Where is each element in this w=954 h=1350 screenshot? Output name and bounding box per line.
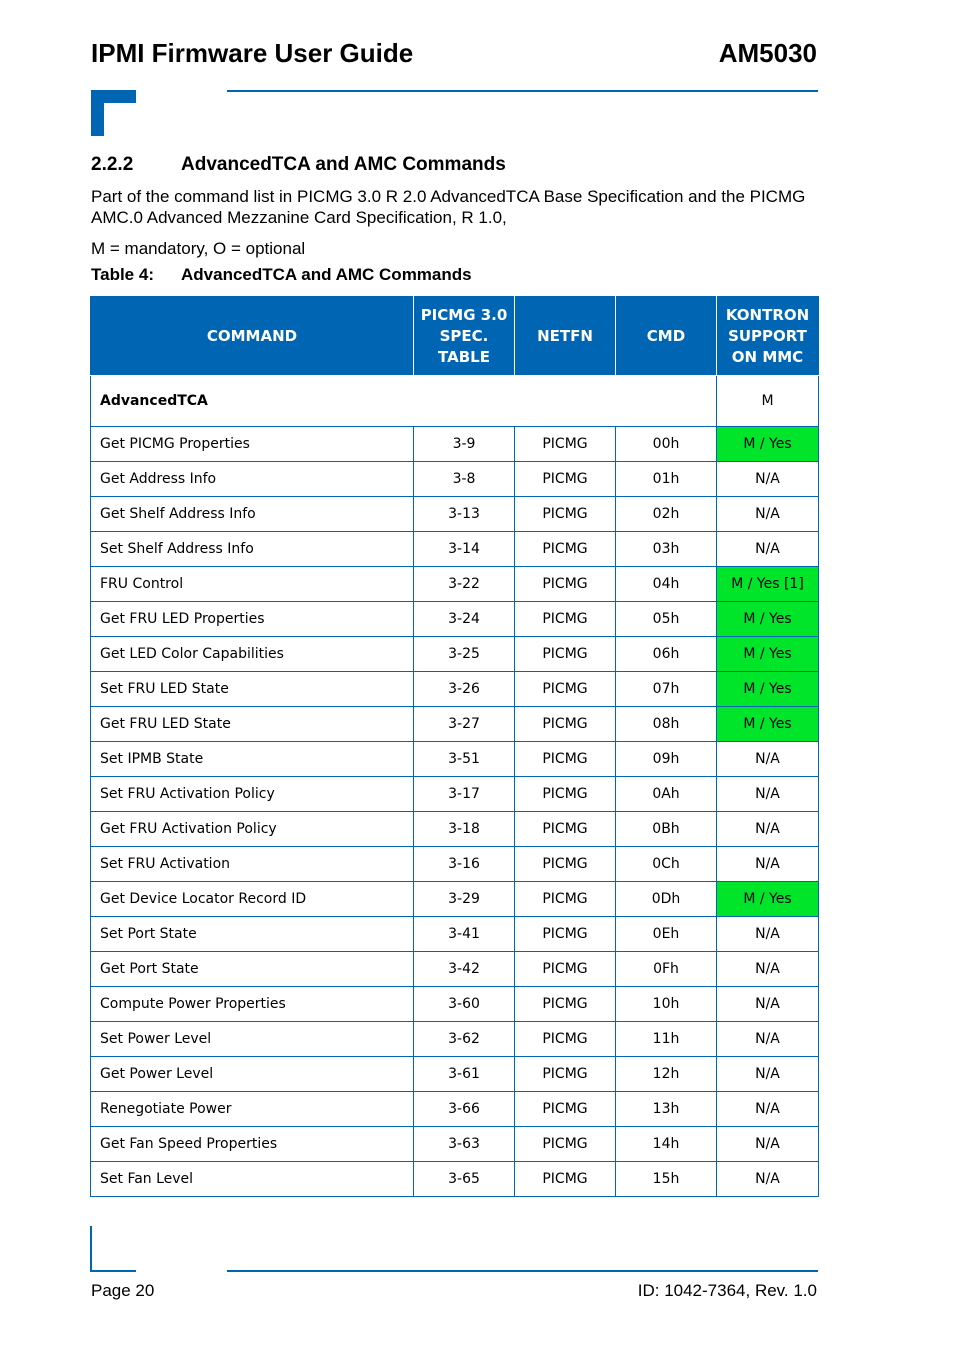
table-row [91, 847, 819, 882]
cell-netfn: PICMG [515, 742, 616, 777]
corner-mark-top [91, 90, 136, 136]
cell-spec-table: 3-13 [414, 497, 515, 532]
cell-netfn: PICMG [515, 1162, 616, 1197]
table-row [91, 882, 819, 917]
product-name: AM5030 [718, 38, 817, 68]
legend-paragraph: M = mandatory, O = optional [91, 239, 306, 258]
cell-cmd: 08h [616, 707, 717, 742]
table-row [91, 1127, 819, 1162]
cell-command: Get Port State [91, 952, 414, 987]
cell-spec-table: 3-27 [414, 707, 515, 742]
table-row [91, 497, 819, 532]
cell-cmd: 0Dh [616, 882, 717, 917]
cell-netfn: PICMG [515, 987, 616, 1022]
cell-spec-table: 3-66 [414, 1092, 515, 1127]
cell-cmd: 0Ch [616, 847, 717, 882]
cell-netfn: PICMG [515, 1057, 616, 1092]
group-name: AdvancedTCA [91, 376, 717, 427]
table-header-row [91, 297, 819, 376]
table-row [91, 637, 819, 672]
column-header-command: COMMAND [91, 297, 414, 376]
table-row [91, 987, 819, 1022]
document-title: IPMI Firmware User Guide [91, 38, 414, 68]
cell-spec-table: 3-51 [414, 742, 515, 777]
cell-spec-table: 3-42 [414, 952, 515, 987]
cell-cmd: 10h [616, 987, 717, 1022]
column-header-spec-table: PICMG 3.0 SPEC. TABLE [414, 297, 515, 376]
cell-netfn: PICMG [515, 1022, 616, 1057]
cell-cmd: 11h [616, 1022, 717, 1057]
cell-cmd: 05h [616, 602, 717, 637]
cell-command: Get Shelf Address Info [91, 497, 414, 532]
cell-spec-table: 3-62 [414, 1022, 515, 1057]
cell-support: N/A [717, 987, 819, 1022]
cell-support: N/A [717, 497, 819, 532]
cell-cmd: 0Eh [616, 917, 717, 952]
group-row-advancedtca [91, 376, 819, 427]
column-header-support: KONTRON SUPPORT ON MMC [717, 297, 819, 376]
cell-spec-table: 3-65 [414, 1162, 515, 1197]
page-number: Page 20 [91, 1281, 155, 1300]
cell-spec-table: 3-18 [414, 812, 515, 847]
section-heading [91, 154, 506, 176]
cell-netfn: PICMG [515, 672, 616, 707]
cell-cmd: 07h [616, 672, 717, 707]
cell-command: Set FRU LED State [91, 672, 414, 707]
cell-netfn: PICMG [515, 1092, 616, 1127]
cell-support: N/A [717, 777, 819, 812]
table-row [91, 1022, 819, 1057]
cell-cmd: 01h [616, 462, 717, 497]
table-row [91, 1162, 819, 1197]
cell-support: M / Yes [717, 707, 819, 742]
header-rule [227, 90, 818, 92]
table-row [91, 812, 819, 847]
footer-rule [227, 1270, 818, 1272]
table-row [91, 427, 819, 462]
column-header-cmd: CMD [616, 297, 717, 376]
table-row [91, 672, 819, 707]
cell-command: Set Power Level [91, 1022, 414, 1057]
cell-netfn: PICMG [515, 602, 616, 637]
cell-spec-table: 3-8 [414, 462, 515, 497]
cell-netfn: PICMG [515, 532, 616, 567]
cell-command: Compute Power Properties [91, 987, 414, 1022]
cell-support: N/A [717, 847, 819, 882]
cell-support: N/A [717, 1162, 819, 1197]
cell-support: M / Yes [717, 427, 819, 462]
cell-support: M / Yes [1] [717, 567, 819, 602]
cell-support: M / Yes [717, 637, 819, 672]
cell-command: Get PICMG Properties [91, 427, 414, 462]
cell-spec-table: 3-26 [414, 672, 515, 707]
cell-cmd: 06h [616, 637, 717, 672]
cell-netfn: PICMG [515, 707, 616, 742]
cell-cmd: 14h [616, 1127, 717, 1162]
cell-support: N/A [717, 1057, 819, 1092]
table-row [91, 567, 819, 602]
section-number: 2.2.2 [91, 154, 134, 175]
cell-spec-table: 3-29 [414, 882, 515, 917]
cell-cmd: 02h [616, 497, 717, 532]
cell-support: N/A [717, 1127, 819, 1162]
cell-command: Get FRU LED Properties [91, 602, 414, 637]
cell-spec-table: 3-14 [414, 532, 515, 567]
table-row [91, 707, 819, 742]
cell-command: Get Power Level [91, 1057, 414, 1092]
cell-spec-table: 3-16 [414, 847, 515, 882]
cell-command: Set FRU Activation Policy [91, 777, 414, 812]
section-title: AdvancedTCA and AMC Commands [181, 154, 506, 175]
cell-support: M / Yes [717, 882, 819, 917]
table-caption-title: AdvancedTCA and AMC Commands [181, 265, 472, 284]
cell-cmd: 0Ah [616, 777, 717, 812]
cell-command: Get FRU Activation Policy [91, 812, 414, 847]
table-row [91, 602, 819, 637]
cell-netfn: PICMG [515, 637, 616, 672]
cell-netfn: PICMG [515, 777, 616, 812]
table-row [91, 462, 819, 497]
cell-support: N/A [717, 952, 819, 987]
table-row [91, 1057, 819, 1092]
cell-cmd: 15h [616, 1162, 717, 1197]
cell-cmd: 0Fh [616, 952, 717, 987]
cell-spec-table: 3-9 [414, 427, 515, 462]
cell-command: Get FRU LED State [91, 707, 414, 742]
cell-support: M / Yes [717, 602, 819, 637]
cell-cmd: 13h [616, 1092, 717, 1127]
cell-command: Get Device Locator Record ID [91, 882, 414, 917]
cell-spec-table: 3-17 [414, 777, 515, 812]
cell-command: FRU Control [91, 567, 414, 602]
cell-cmd: 0Bh [616, 812, 717, 847]
table-caption [91, 265, 472, 285]
cell-support: M / Yes [717, 672, 819, 707]
cell-command: Get Fan Speed Properties [91, 1127, 414, 1162]
cell-spec-table: 3-61 [414, 1057, 515, 1092]
cell-cmd: 00h [616, 427, 717, 462]
cell-netfn: PICMG [515, 952, 616, 987]
cell-command: Get LED Color Capabilities [91, 637, 414, 672]
cell-netfn: PICMG [515, 812, 616, 847]
table-row [91, 532, 819, 567]
cell-support: N/A [717, 917, 819, 952]
table-row [91, 917, 819, 952]
cell-support: N/A [717, 1022, 819, 1057]
cell-netfn: PICMG [515, 882, 616, 917]
intro-paragraph: Part of the command list in PICMG 3.0 R 2.0 AdvancedTCA Base Specification and the PICMG AMC.0 Advanced Mezzanine Card Specification, R 1.0, [91, 187, 806, 227]
column-header-netfn: NETFN [515, 297, 616, 376]
cell-command: Set FRU Activation [91, 847, 414, 882]
cell-netfn: PICMG [515, 1127, 616, 1162]
table-caption-number: Table 4: [91, 265, 154, 284]
cell-command: Set Shelf Address Info [91, 532, 414, 567]
document-id: ID: 1042-7364, Rev. 1.0 [637, 1281, 817, 1300]
cell-support: N/A [717, 462, 819, 497]
cell-spec-table: 3-24 [414, 602, 515, 637]
cell-support: N/A [717, 742, 819, 777]
cell-netfn: PICMG [515, 567, 616, 602]
commands-table [90, 296, 819, 1197]
cell-netfn: PICMG [515, 427, 616, 462]
cell-command: Set IPMB State [91, 742, 414, 777]
cell-netfn: PICMG [515, 497, 616, 532]
cell-netfn: PICMG [515, 917, 616, 952]
table-row [91, 777, 819, 812]
cell-netfn: PICMG [515, 462, 616, 497]
cell-cmd: 04h [616, 567, 717, 602]
cell-netfn: PICMG [515, 847, 616, 882]
cell-spec-table: 3-41 [414, 917, 515, 952]
cell-cmd: 12h [616, 1057, 717, 1092]
cell-spec-table: 3-60 [414, 987, 515, 1022]
table-row [91, 952, 819, 987]
cell-spec-table: 3-25 [414, 637, 515, 672]
cell-command: Set Port State [91, 917, 414, 952]
cell-support: N/A [717, 532, 819, 567]
cell-command: Get Address Info [91, 462, 414, 497]
table-row [91, 1092, 819, 1127]
cell-command: Set Fan Level [91, 1162, 414, 1197]
cell-cmd: 09h [616, 742, 717, 777]
group-support: M [717, 376, 819, 427]
table-row [91, 742, 819, 777]
cell-support: N/A [717, 812, 819, 847]
corner-mark-bottom [90, 1226, 136, 1272]
cell-spec-table: 3-63 [414, 1127, 515, 1162]
cell-support: N/A [717, 1092, 819, 1127]
cell-spec-table: 3-22 [414, 567, 515, 602]
cell-command: Renegotiate Power [91, 1092, 414, 1127]
cell-cmd: 03h [616, 532, 717, 567]
